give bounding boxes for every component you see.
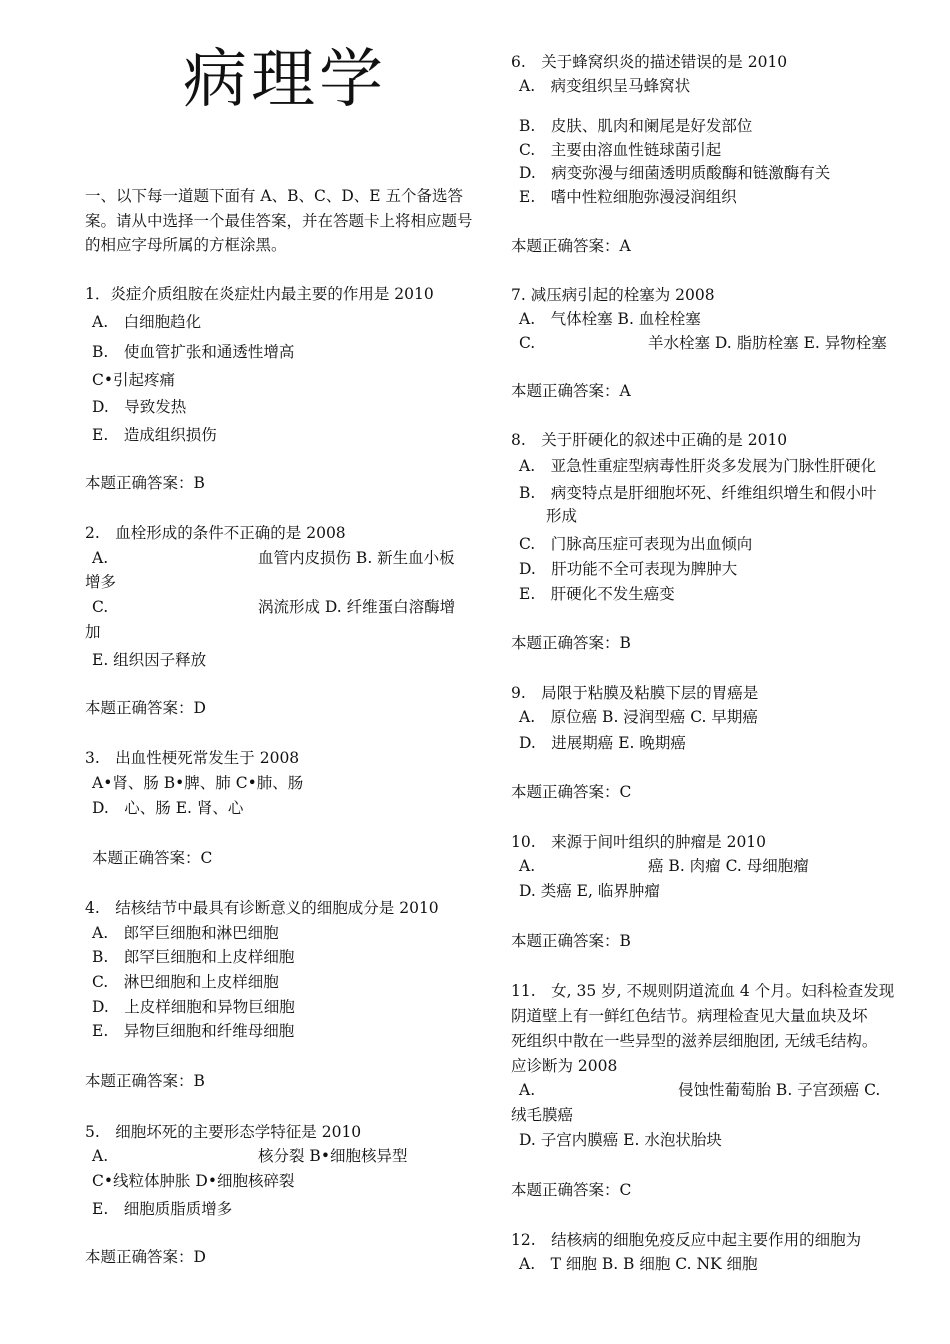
option: A. 原位癌 B. 浸润型癌 C. 早期癌 (519, 708, 758, 726)
question-11-line: 应诊断为 2008 (511, 1057, 618, 1075)
option: A. 亚急性重症型病毒性肝炎多发展为门脉性肝硬化 (519, 457, 877, 475)
answer: 本题正确答案：C (92, 849, 213, 867)
option: C•线粒体肿胀 D•细胞核碎裂 (92, 1172, 295, 1190)
question-11: 11. 女, 35 岁, 不规则阴道流血 4 个月。妇科检查发现 (511, 982, 895, 1000)
option: E. 异物巨细胞和纤维母细胞 (92, 1022, 295, 1040)
option: E. 细胞质脂质增多 (92, 1200, 233, 1218)
question-4: 4. 结核结节中最具有诊断意义的细胞成分是 2010 (85, 899, 439, 917)
question-8: 8. 关于肝硬化的叙述中正确的是 2010 (511, 431, 788, 449)
option: A. (519, 857, 536, 875)
option: 绒毛膜癌 (511, 1106, 574, 1124)
option: C. 淋巴细胞和上皮样细胞 (92, 973, 279, 991)
option: B. 病变特点是肝细胞坏死、纤维组织增生和假小叶 (519, 484, 877, 502)
option: E. 造成组织损伤 (92, 426, 217, 444)
option: D. 病变弥漫与细菌透明质酸酶和链激酶有关 (519, 164, 831, 182)
option: E. 肝硬化不发生癌变 (519, 585, 675, 603)
answer: 本题正确答案：D (85, 1248, 206, 1266)
option: 涡流形成 D. 纤维蛋白溶酶增 (258, 598, 456, 616)
question-6: 6. 关于蜂窝织炎的描述错误的是 2010 (511, 53, 788, 71)
question-1: 1．炎症介质组胺在炎症灶内最主要的作用是 2010 (85, 285, 434, 303)
option: A. 气体栓塞 B. 血栓栓塞 (519, 310, 701, 328)
answer: 本题正确答案：B (511, 932, 631, 950)
option: 羊水栓塞 D. 脂肪栓塞 E. 异物栓塞 (648, 334, 887, 352)
question-2: 2. 血栓形成的条件不正确的是 2008 (85, 524, 346, 542)
answer: 本题正确答案：C (511, 1181, 632, 1199)
question-5: 5. 细胞坏死的主要形态学特征是 2010 (85, 1123, 362, 1141)
option: D. 心、肠 E. 肾、心 (92, 799, 244, 817)
option: A. (92, 1147, 109, 1165)
option: A. 病变组织呈马蜂窝状 (519, 77, 691, 95)
instructions: 一、以下每一道题下面有 A、B、C、D、E 五个备选答案。请从中选择一个最佳答案，并在答题卡上将相应题号的相应字母所属的方框涂黑。 (85, 187, 473, 254)
answer: 本题正确答案：D (85, 699, 206, 717)
option: 形成 (546, 507, 578, 525)
option: A. 白细胞趋化 (92, 313, 202, 331)
question-11-line: 死组织中散在一些异型的滋养层细胞团, 无绒毛结构。 (511, 1032, 878, 1050)
option: D. 进展期癌 E. 晚期癌 (519, 734, 686, 752)
option: B. 郎罕巨细胞和上皮样细胞 (92, 948, 295, 966)
option: 核分裂 B•细胞核异型 (258, 1147, 408, 1165)
option: C. 主要由溶血性链球菌引起 (519, 141, 722, 159)
option: A. (92, 549, 109, 567)
option: C. (519, 334, 536, 352)
option: 血管内皮损伤 B. 新生血小板 (258, 549, 455, 567)
answer: 本题正确答案：B (85, 474, 205, 492)
option: D. 上皮样细胞和异物巨细胞 (92, 998, 295, 1016)
answer: 本题正确答案：A (511, 382, 631, 400)
option: 加 (85, 623, 101, 641)
option: 增多 (85, 573, 117, 591)
option: 侵蚀性葡萄胎 B. 子宫颈癌 C. (678, 1081, 881, 1099)
question-3: 3. 出血性梗死常发生于 2008 (85, 749, 300, 767)
page-title: 病理学 (183, 43, 387, 117)
option: D. 子宫内膜癌 E. 水泡状胎块 (519, 1131, 722, 1149)
option: A•肾、肠 B•脾、肺 C•肺、肠 (92, 774, 304, 792)
option: C•引起疼痛 (92, 371, 176, 389)
option: E. 嗜中性粒细胞弥漫浸润组织 (519, 188, 737, 206)
question-7: 7. 减压病引起的栓塞为 2008 (511, 286, 715, 304)
option: B. 使血管扩张和通透性增高 (92, 343, 295, 361)
option: A. 郎罕巨细胞和淋巴细胞 (92, 924, 279, 942)
question-12: 12. 结核病的细胞免疫反应中起主要作用的细胞为 (511, 1231, 862, 1249)
option: B. 皮肤、肌肉和阑尾是好发部位 (519, 117, 753, 135)
option: D. 类癌 E, 临界肿瘤 (519, 882, 660, 900)
option: D. 导致发热 (92, 398, 187, 416)
answer: 本题正确答案：B (85, 1072, 205, 1090)
question-10: 10. 来源于间叶组织的肿瘤是 2010 (511, 833, 767, 851)
option: D. 肝功能不全可表现为脾肿大 (519, 560, 738, 578)
answer: 本题正确答案：B (511, 634, 631, 652)
option: C. (92, 598, 109, 616)
answer: 本题正确答案：C (511, 783, 632, 801)
option: A. (519, 1081, 536, 1099)
option: C. 门脉高压症可表现为出血倾向 (519, 535, 753, 553)
option: A. T 细胞 B. B 细胞 C. NK 细胞 (519, 1255, 758, 1273)
option: 癌 B. 肉瘤 C. 母细胞瘤 (648, 857, 809, 875)
question-9: 9. 局限于粘膜及粘膜下层的胃癌是 (511, 684, 759, 702)
option: E. 组织因子释放 (92, 651, 207, 669)
answer: 本题正确答案：A (511, 237, 631, 255)
question-11-line: 阴道壁上有一鲜红色结节。病理检查见大量血块及坏 (511, 1007, 868, 1025)
